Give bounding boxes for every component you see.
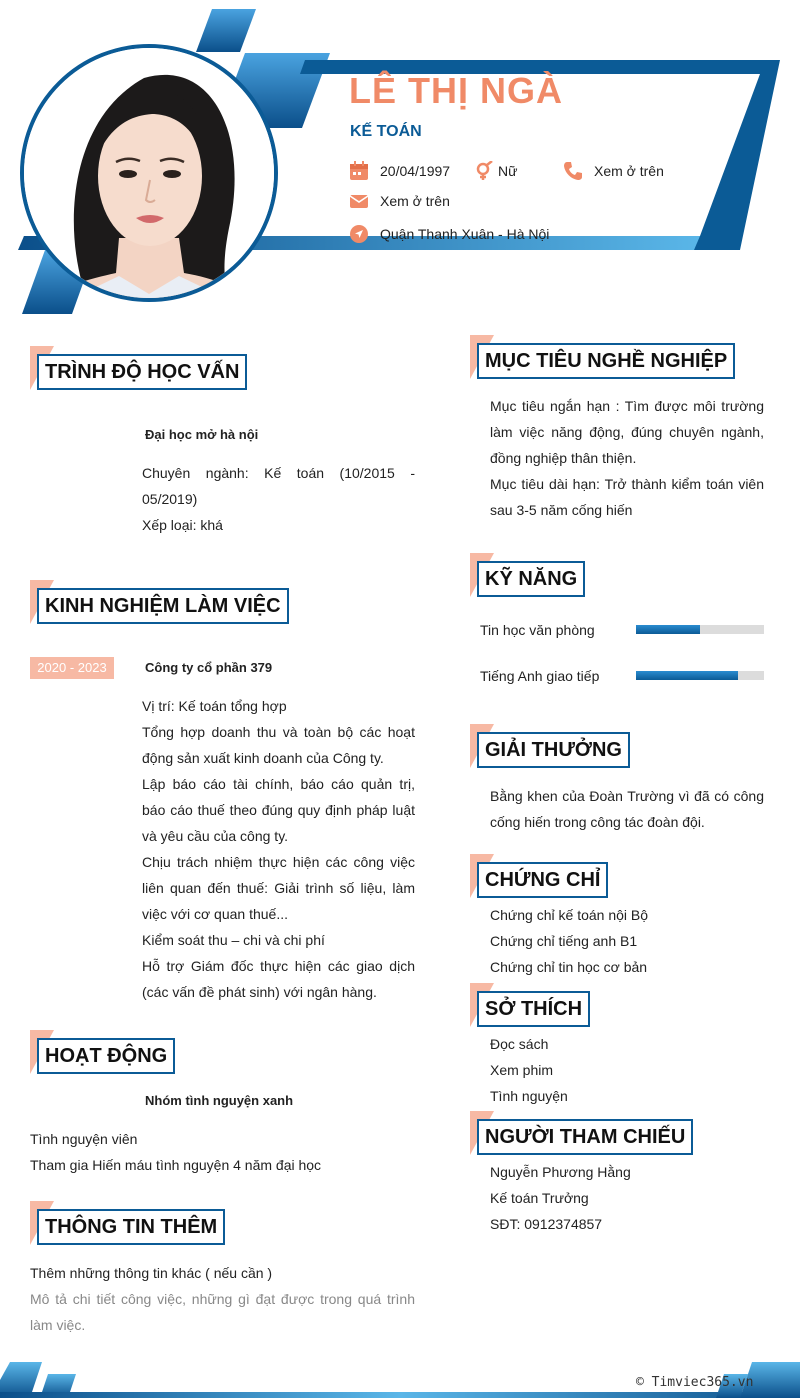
email-row	[349, 191, 450, 211]
section-heading: HOẠT ĐỘNG	[37, 1038, 175, 1074]
section-heading: MỤC TIÊU NGHỀ NGHIỆP	[477, 343, 735, 379]
certificate-item: Chứng chỉ tiếng anh B1	[490, 933, 638, 949]
certificate-item: Chứng chỉ tin học cơ bản	[490, 959, 648, 975]
section-heading: TRÌNH ĐỘ HỌC VẤN	[37, 354, 247, 390]
skill-bar-fill	[636, 671, 738, 680]
hobby-item: Xem phim	[490, 1062, 554, 1078]
phone-value: Xem ở trên	[594, 163, 664, 179]
job-title: KẾ TOÁN	[350, 123, 422, 140]
email-icon	[349, 191, 369, 211]
section-heading: THÔNG TIN THÊM	[37, 1209, 225, 1245]
birthdate-value: 20/04/1997	[380, 163, 451, 179]
experience-line: Vị trí: Kế toán tổng hợp	[142, 698, 287, 714]
section-heading: GIẢI THƯỞNG	[477, 732, 630, 768]
calendar-icon	[349, 161, 369, 181]
section-heading: CHỨNG CHỈ	[477, 862, 608, 898]
section-heading: KỸ NĂNG	[477, 561, 585, 597]
skill-bar	[636, 671, 764, 680]
gender-row	[474, 161, 517, 181]
organization-name: Nhóm tình nguyện xanh	[145, 1093, 294, 1108]
section-heading: SỞ THÍCH	[477, 991, 590, 1027]
skill-name: Tin học văn phòng	[480, 622, 595, 638]
reference-item: SĐT: 0912374857	[490, 1216, 603, 1232]
address-value: Quận Thanh Xuân - Hà Nội	[380, 226, 550, 242]
certificate-item: Chứng chỉ kế toán nội Bộ	[490, 907, 649, 923]
experience-line: Chịu trách nhiệm thực hiện các công việc liên quan đến thuế: Giải trình số liệu, làm việc với cơ quan thuế...	[142, 854, 415, 922]
experience-line: Lập báo cáo tài chính, báo cáo quản trị, báo cáo thuế theo đúng quy định pháp luật và yêu cầu của công ty.	[142, 776, 415, 844]
education-major: Chuyên ngành: Kế toán (10/2015 - 05/2019)	[142, 465, 415, 507]
candidate-name: LÊ THỊ NGÀ	[349, 70, 563, 111]
award-text: Bằng khen của Đoàn Trường vì đã có công cống hiến trong công tác đoàn đội.	[490, 788, 764, 830]
email-value: Xem ở trên	[380, 193, 450, 209]
activity-line: Tình nguyện viên	[30, 1131, 138, 1147]
skill-bar-fill	[636, 625, 700, 634]
hobby-item: Tình nguyện	[490, 1088, 568, 1104]
skill-bar	[636, 625, 764, 634]
additional-description: Mô tả chi tiết công việc, những gì đạt được trong quá trình làm việc.	[30, 1291, 415, 1333]
section-heading: KINH NGHIỆM LÀM VIỆC	[37, 588, 289, 624]
additional-line: Thêm những thông tin khác ( nếu cần )	[30, 1265, 273, 1281]
watermark: © Timviec365.vn	[636, 1375, 754, 1390]
period-badge: 2020 - 2023	[30, 657, 114, 679]
birthdate-row	[349, 161, 450, 181]
experience-line: Hỗ trợ Giám đốc thực hiện các giao dịch (các vấn đề phát sinh) với ngân hàng.	[142, 958, 415, 1000]
hobby-item: Đọc sách	[490, 1036, 549, 1052]
skill-name: Tiếng Anh giao tiếp	[480, 668, 600, 684]
objective-short-term: Mục tiêu ngắn hạn : Tìm được môi trường làm việc năng động, đúng chuyên ngành, đồng nghiệp thân thiện.	[490, 398, 764, 466]
phone-icon	[563, 161, 583, 181]
section-heading: NGƯỜI THAM CHIẾU	[477, 1119, 693, 1155]
reference-item: Kế toán Trưởng	[490, 1190, 589, 1206]
activity-line: Tham gia Hiến máu tình nguyện 4 năm đại học	[30, 1157, 322, 1173]
education-grade: Xếp loại: khá	[142, 517, 223, 533]
gender-icon	[474, 161, 494, 181]
phone-row	[563, 161, 664, 181]
experience-line: Tổng hợp doanh thu và toàn bộ các hoạt động sản xuất kinh doanh của Công ty.	[142, 724, 415, 766]
gender-value: Nữ	[498, 163, 518, 179]
company-name: Công ty cổ phần 379	[145, 660, 273, 675]
objective-long-term: Mục tiêu dài hạn: Trở thành kiểm toán viên sau 3-5 năm cống hiến	[490, 476, 764, 518]
location-arrow-icon	[349, 224, 369, 244]
profile-photo	[20, 44, 278, 302]
experience-line: Kiểm soát thu – chi và chi phí	[142, 932, 325, 948]
address-row	[349, 224, 549, 244]
reference-item: Nguyễn Phương Hằng	[490, 1164, 631, 1180]
school-name: Đại học mở hà nội	[145, 427, 259, 442]
